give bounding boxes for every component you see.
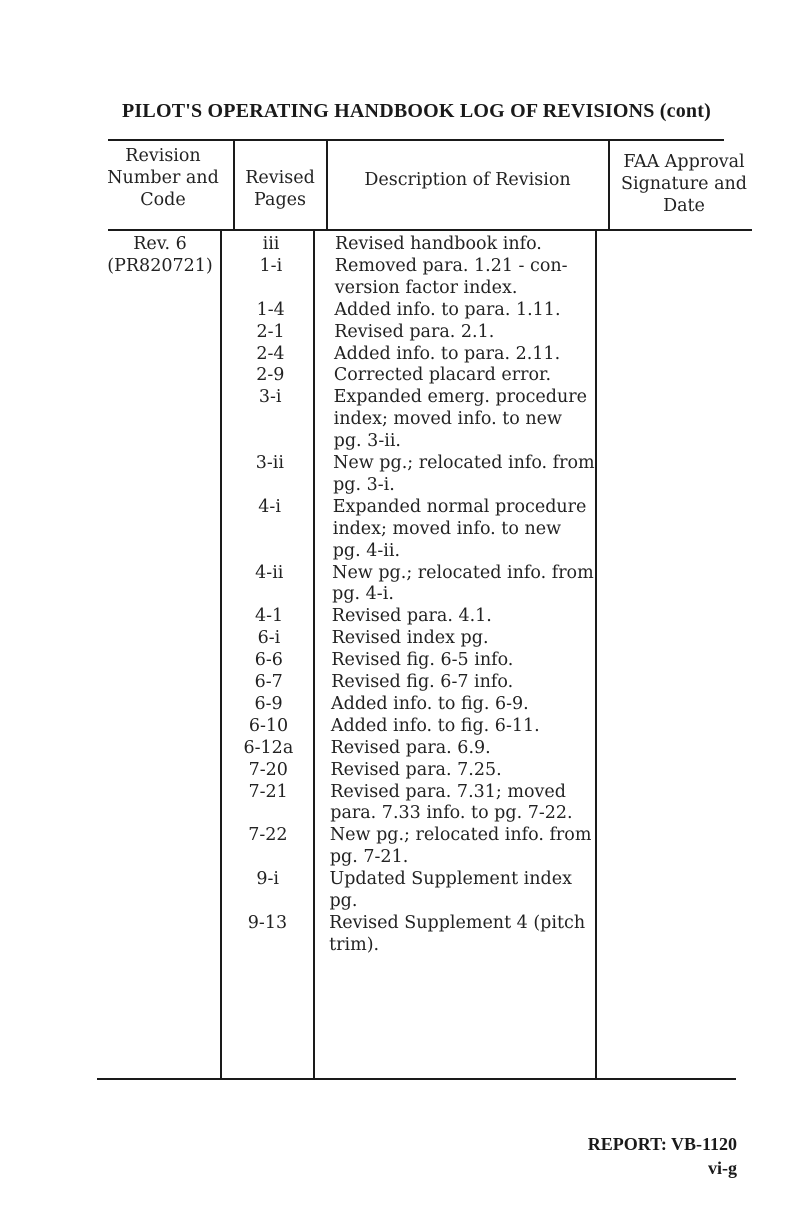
revised-page: 3-ii: [255, 453, 284, 473]
revision-description: index; moved info. to new: [332, 518, 562, 539]
header-revised-pages: Revised Pages: [245, 168, 315, 210]
page-number: vi-g: [708, 1158, 737, 1178]
revision-description: Revised para. 4.1.: [331, 606, 492, 627]
column-divider-1-body: [220, 230, 222, 1080]
page-title: PILOT'S OPERATING HANDBOOK LOG OF REVISIONS (cont): [122, 100, 711, 122]
revised-page: 6-9: [254, 693, 283, 714]
revised-page: 9-13: [247, 912, 288, 933]
revision-description: Added info. to para. 1.11.: [334, 299, 561, 320]
revised-page: 4-ii: [255, 562, 284, 583]
revision-description: version factor index.: [334, 277, 518, 298]
revision-description: para. 7.33 info. to pg. 7-22.: [330, 803, 573, 824]
revised-page: 6-12a: [243, 737, 294, 758]
header-revision: Revision Number and Code: [107, 146, 219, 210]
revision-description: trim).: [329, 934, 380, 955]
revision-description: Expanded emerg. procedure: [333, 387, 587, 408]
revision-number: Rev. 6: [133, 234, 187, 254]
revision-description: Revised para. 6.9.: [330, 737, 491, 758]
revised-page: 6-10: [248, 715, 289, 736]
revision-description: Added info. to fig. 6-9.: [331, 693, 529, 714]
header-bottom-rule: [108, 229, 752, 231]
revised-page: 6-6: [254, 650, 283, 671]
revision-description: Revised index pg.: [331, 628, 489, 649]
revision-description: New pg.; relocated info. from: [333, 453, 595, 473]
revision-description: index; moved info. to new: [333, 409, 562, 430]
revised-page: 1-4: [256, 299, 285, 320]
revised-page: 7-22: [248, 825, 288, 846]
revision-description: Revised para. 7.25.: [330, 759, 502, 780]
revision-description: Added info. to fig. 6-11.: [330, 715, 540, 736]
revision-description: pg. 4-i.: [332, 584, 394, 605]
revision-description: pg. 7-21.: [329, 847, 409, 868]
header-faa-approval: FAA Approval Signature and Date: [621, 152, 747, 216]
revised-page: 3-i: [258, 387, 282, 408]
revised-page: 6-i: [257, 628, 281, 649]
revised-page: 7-20: [248, 759, 288, 780]
revised-page: 2-9: [256, 365, 285, 386]
table-bottom-rule: [97, 1078, 736, 1080]
revision-description: Revised fig. 6-7 info.: [331, 672, 514, 692]
revision-description: Revised handbook info.: [335, 234, 542, 254]
column-divider-2-body: [313, 230, 315, 1080]
revision-description: Revised para. 7.31; moved: [330, 781, 566, 802]
report-footer: [588, 1132, 737, 1180]
revised-page: 2-1: [256, 321, 285, 342]
revision-code: (PR820721): [107, 256, 213, 276]
revision-description: Revised fig. 6-5 info.: [331, 650, 514, 671]
revision-description: Revised Supplement 4 (pitch: [329, 912, 586, 933]
revision-description: Revised para. 2.1.: [334, 321, 495, 342]
revision-description: New pg.; relocated info. from: [329, 825, 592, 846]
report-number: REPORT: VB-1120: [587, 1134, 737, 1154]
revision-description: Removed para. 1.21 - con-: [334, 255, 568, 276]
revised-page: 4-1: [254, 606, 284, 627]
header-description: Description of Revision: [364, 170, 571, 190]
revision-description: Updated Supplement index: [329, 869, 572, 890]
revision-description: pg. 3-i.: [333, 474, 395, 495]
revision-description: Added info. to para. 2.11.: [334, 343, 561, 364]
column-divider-3-body: [595, 230, 597, 1080]
revision-description: New pg.; relocated info. from: [332, 562, 594, 583]
revised-page: 6-7: [254, 672, 283, 692]
revised-page: 9-i: [256, 869, 280, 890]
revision-description: pg.: [329, 891, 358, 911]
revised-page: 2-4: [256, 343, 285, 364]
revision-description: Expanded normal procedure: [332, 496, 587, 517]
revision-description: pg. 3-ii.: [333, 431, 401, 452]
revised-page: 4-i: [258, 496, 281, 517]
revised-page: 7-21: [248, 781, 288, 802]
revision-description: pg. 4-ii.: [332, 540, 401, 561]
revised-page: 1-i: [259, 255, 283, 276]
table-top-rule: [108, 139, 724, 141]
revised-page: iii: [262, 234, 280, 254]
revision-description: Corrected placard error.: [333, 365, 552, 386]
